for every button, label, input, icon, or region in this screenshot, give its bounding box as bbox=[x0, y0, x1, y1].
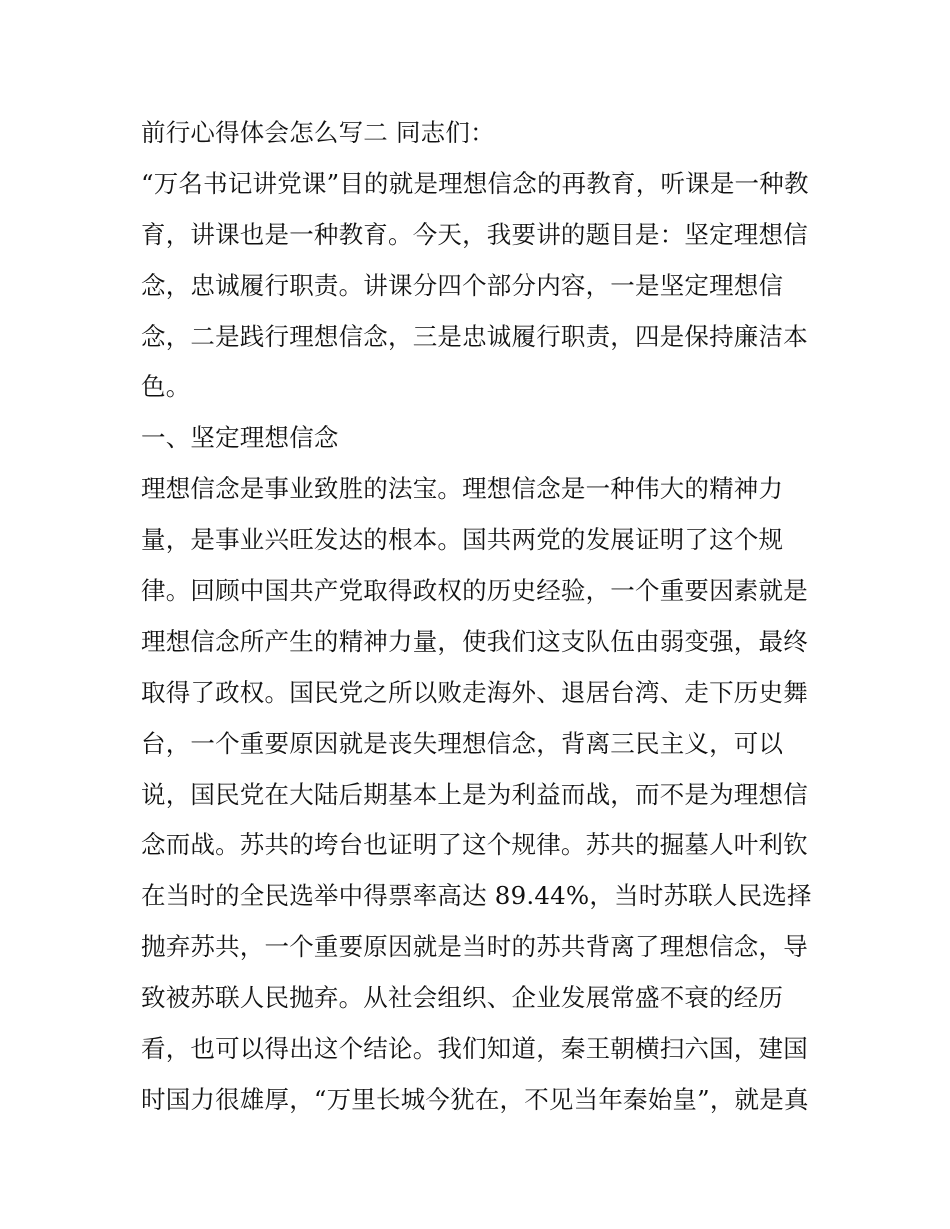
text-line: 量，是事业兴旺发达的根本。国共两党的发展证明了这个规 bbox=[141, 525, 784, 555]
document-body bbox=[141, 108, 821, 1126]
text-line-title: 前行心得体会怎么写二 同志们： bbox=[141, 118, 495, 147]
text-line: 致被苏联人民抛弃。从社会组织、企业发展常盛不衰的经历 bbox=[141, 983, 784, 1013]
text-line: 时国力很雄厚，“万里长城今犹在，不见当年秦始皇”，就是真 bbox=[141, 1084, 809, 1114]
text-line: 理想信念所产生的精神力量，使我们这支队伍由弱变强，最终 bbox=[141, 626, 808, 656]
text-line: 抛弃苏共，一个重要原因就是当时的苏共背离了理想信念，导 bbox=[141, 932, 808, 962]
section-heading: 一、坚定理想信念 bbox=[141, 423, 339, 453]
text-line: 念而战。苏共的垮台也证明了这个规律。苏共的掘墓人叶利钦 bbox=[141, 830, 808, 860]
text-line: “万名书记讲党课”目的就是理想信念的再教育，听课是一种教 bbox=[141, 168, 809, 198]
text-line: 念，二是践行理想信念，三是忠诚履行职责，四是保持廉洁本 bbox=[141, 321, 808, 351]
text-line: 律。回顾中国共产党取得政权的历史经验，一个重要因素就是 bbox=[141, 576, 808, 606]
text-line: 色。 bbox=[141, 372, 191, 402]
text-line: 在当时的全民选举中得票率高达 89.44%，当时苏联人民选择 bbox=[141, 881, 812, 911]
text-line: 看，也可以得出这个结论。我们知道，秦王朝横扫六国，建国 bbox=[141, 1034, 808, 1064]
text-line: 台，一个重要原因就是丧失理想信念，背离三民主义，可以 bbox=[141, 728, 784, 758]
text-line: 理想信念是事业致胜的法宝。理想信念是一种伟大的精神力 bbox=[141, 474, 784, 504]
text-line: 育，讲课也是一种教育。今天，我要讲的题目是：坚定理想信 bbox=[141, 219, 808, 249]
text-line: 念，忠诚履行职责。讲课分四个部分内容，一是坚定理想信 bbox=[141, 270, 784, 300]
text-line: 说，国民党在大陆后期基本上是为利益而战，而不是为理想信 bbox=[141, 779, 808, 809]
text-line: 取得了政权。国民党之所以败走海外、退居台湾、走下历史舞 bbox=[141, 677, 808, 707]
